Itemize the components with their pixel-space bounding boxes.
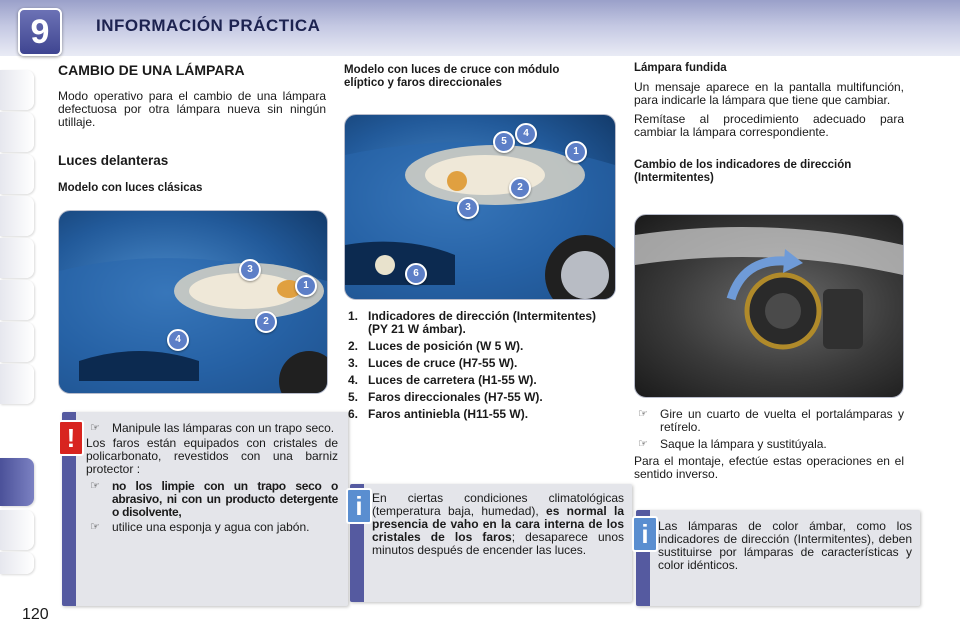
car-front-illustration — [59, 211, 327, 393]
list-number: 4. — [348, 373, 359, 387]
callout-marker: 6 — [405, 263, 427, 285]
bullet-item — [634, 438, 904, 451]
callout-marker: 1 — [565, 141, 587, 163]
chapter-tab[interactable] — [0, 70, 34, 110]
list-text: Faros antiniebla (H11-55 W). — [368, 407, 529, 421]
classic-model-title: Modelo con luces clásicas — [58, 182, 203, 194]
list-number: 3. — [348, 356, 359, 370]
bullet-item — [86, 480, 338, 519]
pointing-hand-icon: ☞ — [90, 521, 100, 533]
column-2 — [344, 64, 584, 90]
burnt-lamp-text-1: Un mensaje aparece en la pantalla multifunción, para indicarle la lámpara que tiene que cambiar. — [634, 80, 904, 107]
page-number: 120 — [22, 606, 49, 623]
info-text-part: ; desaparece unos minutos después de encender las luces. — [372, 530, 624, 557]
info-box-condensation — [350, 484, 632, 602]
info-box-amber — [636, 510, 920, 606]
chapter-tab[interactable] — [0, 112, 34, 152]
column-1 — [58, 62, 326, 195]
chapter-tab-active[interactable] — [0, 458, 34, 506]
list-number: 2. — [348, 339, 359, 353]
list-item — [348, 310, 614, 336]
info-text: Las lámparas de color ámbar, como los indicadores de dirección (Intermitentes), deben sustituirse por lámparas de características y color idénticos. — [658, 519, 912, 572]
intro-text: Modo operativo para el cambio de una lámpara defectuosa por otra lámpara nueva sin ningún utillaje. — [58, 89, 326, 129]
column-3 — [634, 62, 904, 185]
bullet-item — [634, 408, 904, 434]
bullet-item — [86, 422, 338, 435]
chapter-tab[interactable] — [0, 280, 34, 320]
callout-marker: 3 — [239, 259, 261, 281]
list-item — [348, 408, 614, 421]
chapter-tab[interactable] — [0, 552, 34, 574]
chapter-tab[interactable] — [0, 196, 34, 236]
list-number: 6. — [348, 407, 359, 421]
callout-marker: 4 — [515, 123, 537, 145]
callout-marker: 2 — [509, 177, 531, 199]
classic-headlight-image — [58, 210, 328, 394]
pointing-hand-icon: ☞ — [638, 408, 648, 420]
list-item — [348, 340, 614, 353]
list-text: Luces de posición (W 5 W). — [368, 339, 524, 353]
bulb-holder-illustration — [635, 215, 903, 397]
callout-marker: 3 — [457, 197, 479, 219]
chapter-title: INFORMACIÓN PRÁCTICA — [96, 16, 321, 35]
chapter-badge: 9 — [18, 8, 62, 56]
warning-box — [62, 412, 348, 606]
chapter-tab[interactable] — [0, 154, 34, 194]
indicator-steps — [634, 408, 904, 481]
indicator-change-title: Cambio de los indicadores de dirección (Intermitentes) — [634, 159, 852, 184]
info-text — [372, 492, 624, 557]
warning-text — [86, 422, 338, 534]
info-icon: i — [632, 516, 658, 552]
callout-marker: 1 — [295, 275, 317, 297]
callout-marker: 5 — [493, 131, 515, 153]
info-text-bold: es normal la presencia de vaho en la cara interna de los cristales de los faros — [372, 504, 624, 544]
list-text: Luces de cruce (H7-55 W). — [368, 356, 518, 370]
chapter-tab[interactable] — [0, 238, 34, 278]
burnt-lamp-text-2: Remítase al procedimiento adecuado para cambiar la lámpara correspondiente. — [634, 112, 904, 139]
bullet-item — [86, 521, 338, 534]
bullet-text: Manipule las lámparas con un trapo seco. — [112, 421, 335, 435]
list-item — [348, 391, 614, 404]
pointing-hand-icon: ☞ — [90, 480, 100, 492]
info-icon: i — [346, 488, 372, 524]
bullet-text: utilice una esponja y agua con jabón. — [112, 520, 310, 534]
elliptic-headlight-image — [344, 114, 616, 300]
bulb-list — [348, 310, 614, 421]
bulb-list-container — [348, 310, 614, 425]
front-lights-title: Luces delanteras — [58, 153, 169, 168]
list-text: Faros direccionales (H7-55 W). — [368, 390, 543, 404]
indicator-bulb-image — [634, 214, 904, 398]
info-text-part: En ciertas condiciones climatológicas (temperatura baja, humedad), — [372, 491, 624, 518]
elliptic-model-title: Modelo con luces de cruce con módulo elíptico y faros direccionales — [344, 64, 560, 89]
bullet-text: no los limpie con un trapo seco o abrasivo, ni con un producto detergente o disolvente, — [112, 479, 338, 519]
warning-paragraph: Los faros están equipados con cristales de policarbonato, revestidos con una barniz protector : — [86, 436, 338, 476]
page-header — [0, 0, 960, 56]
section-title: CAMBIO DE UNA LÁMPARA — [58, 62, 245, 78]
mounting-text: Para el montaje, efectúe estas operaciones en el sentido inverso. — [634, 454, 904, 481]
list-text: Indicadores de dirección (Intermitentes) (PY 21 W ámbar). — [368, 309, 597, 336]
callout-marker: 4 — [167, 329, 189, 351]
chapter-tab[interactable] — [0, 322, 34, 362]
list-number: 5. — [348, 390, 359, 404]
exclamation-icon: ! — [58, 420, 84, 456]
list-item — [348, 374, 614, 387]
callout-marker: 2 — [255, 311, 277, 333]
bullet-text: Gire un cuarto de vuelta el portalámparas y retírelo. — [660, 407, 904, 434]
bullet-text: Saque la lámpara y sustitúyala. — [660, 437, 827, 451]
pointing-hand-icon: ☞ — [638, 438, 648, 450]
pointing-hand-icon: ☞ — [90, 422, 100, 434]
chapter-tab[interactable] — [0, 364, 34, 404]
chapter-tab[interactable] — [0, 510, 34, 550]
list-number: 1. — [348, 309, 359, 323]
list-text: Luces de carretera (H1-55 W). — [368, 373, 537, 387]
burnt-lamp-title: Lámpara fundida — [634, 62, 727, 74]
list-item — [348, 357, 614, 370]
